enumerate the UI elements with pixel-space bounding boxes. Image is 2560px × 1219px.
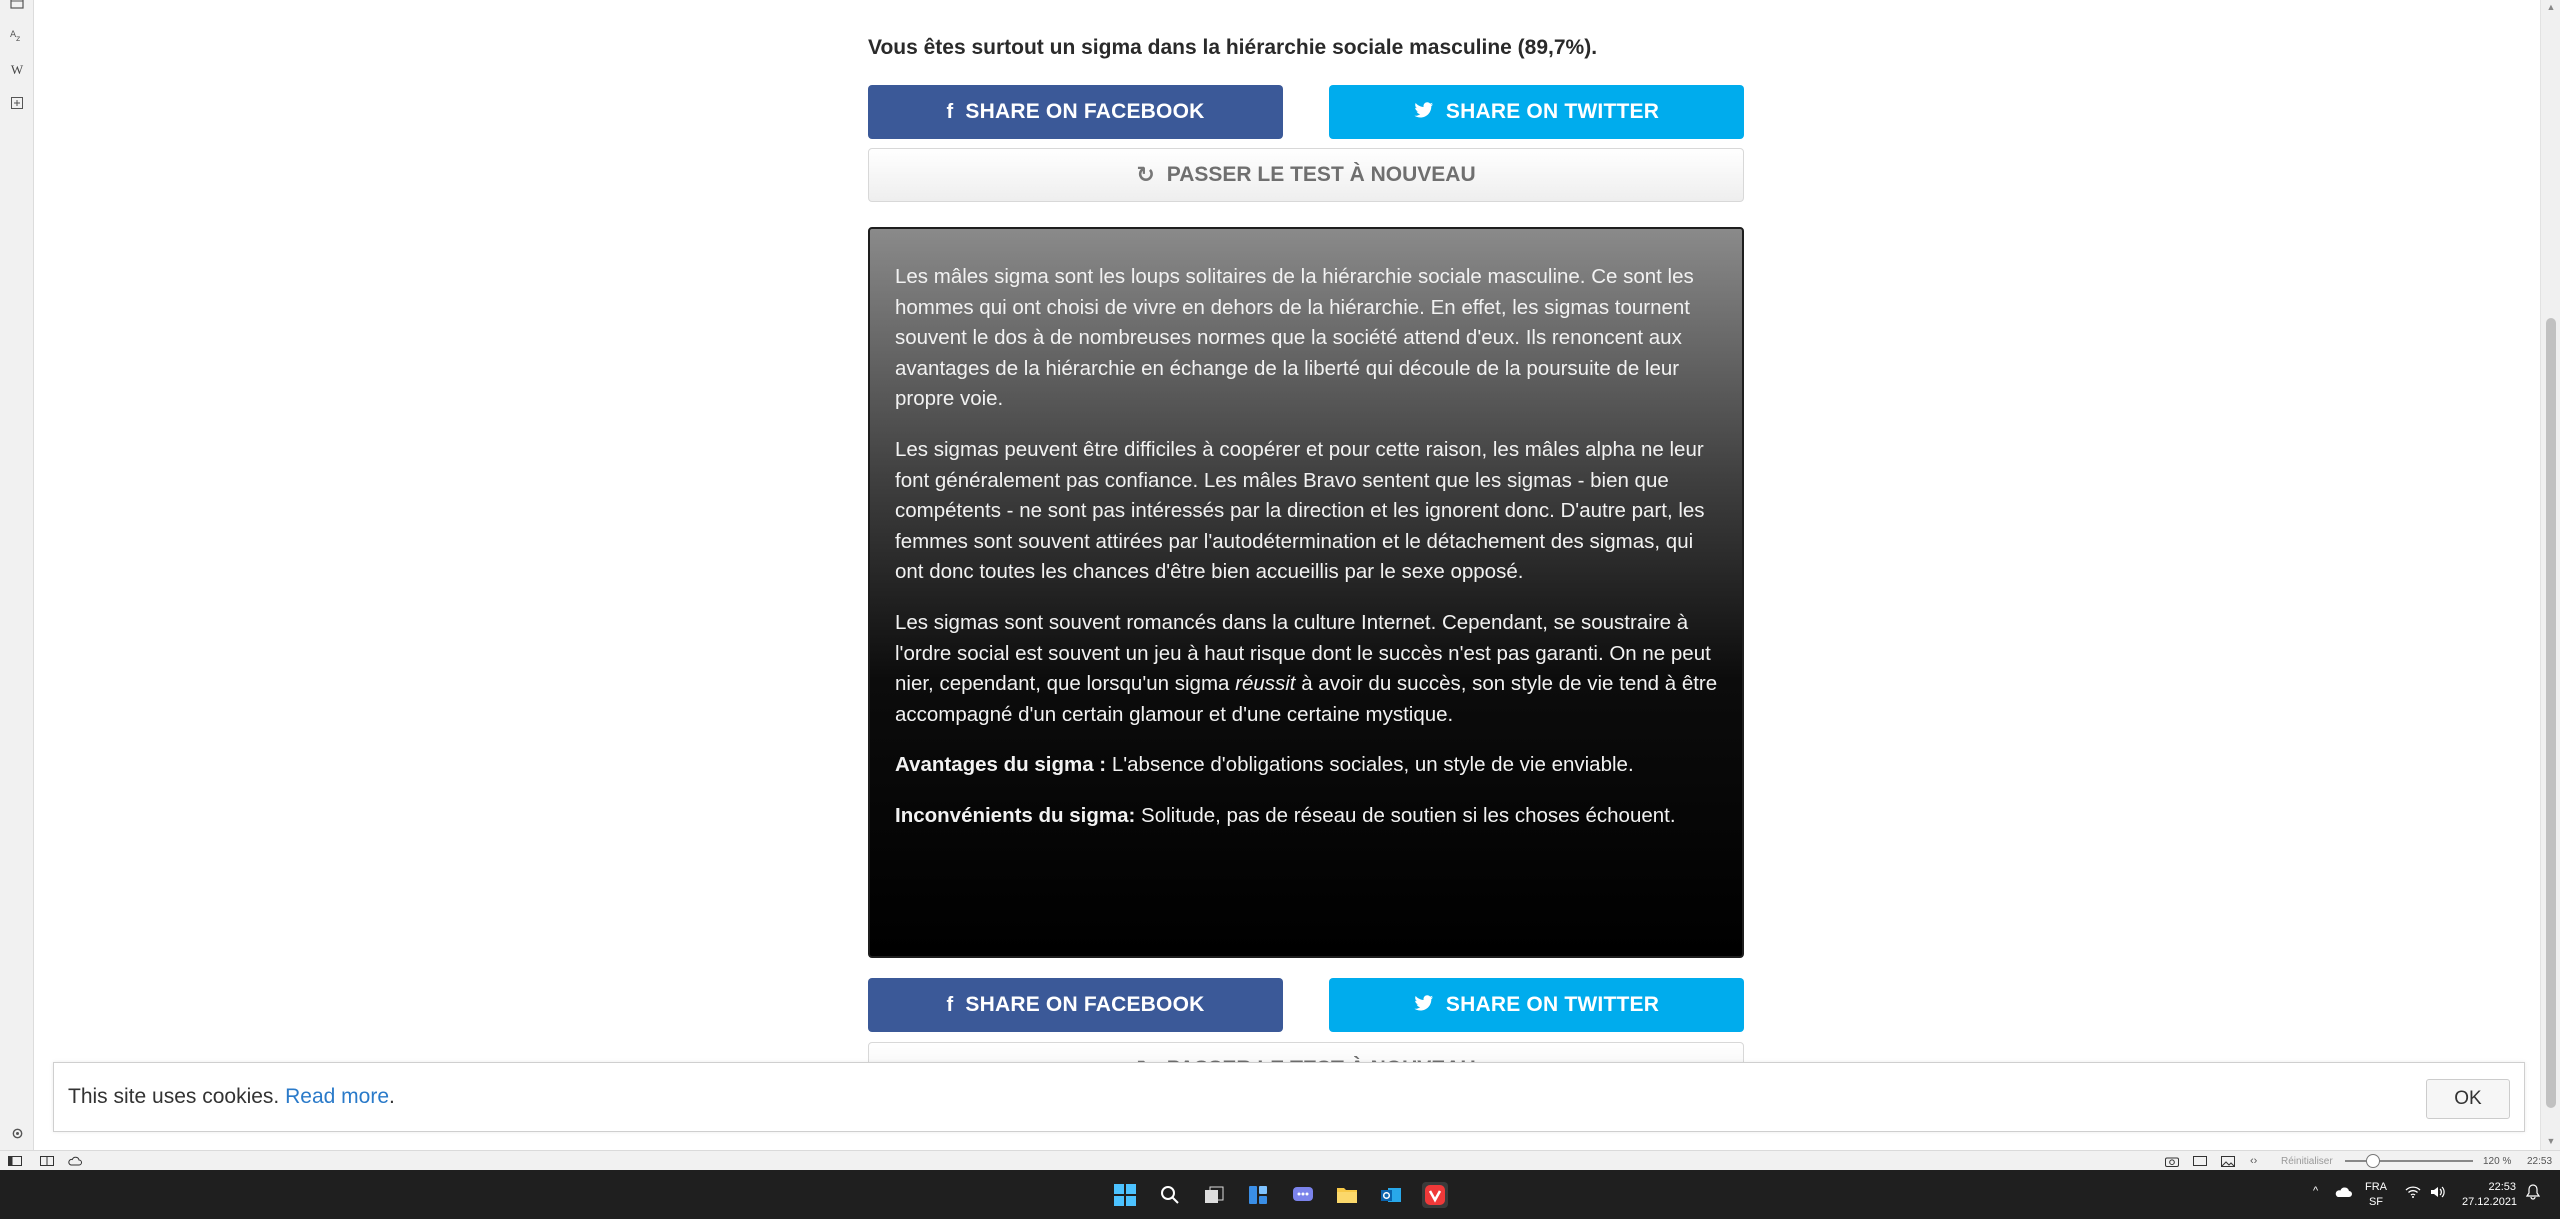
clock-time: 22:53	[2488, 1181, 2516, 1193]
retake-label: PASSER LE TEST À NOUVEAU	[1166, 163, 1476, 186]
share-twitter-button[interactable]	[1329, 85, 1744, 139]
scrollbar-thumb[interactable]	[2546, 318, 2556, 1108]
clock-date: 27.12.2021	[2462, 1196, 2518, 1208]
share-twitter-label: SHARE ON TWITTER	[1445, 993, 1660, 1016]
windows-start-icon[interactable]	[1112, 1182, 1138, 1208]
wifi-icon[interactable]	[2405, 1186, 2421, 1203]
web-page	[35, 0, 2539, 1150]
page-actions-icon[interactable]: ‹›	[2250, 1155, 2258, 1167]
settings-icon[interactable]	[8, 1124, 26, 1142]
advantages	[895, 750, 1718, 781]
file-explorer-icon[interactable]	[1334, 1182, 1360, 1208]
vertical-scrollbar[interactable]	[2540, 0, 2560, 1150]
capture-icon[interactable]	[2165, 1154, 2179, 1168]
notifications-icon[interactable]	[2526, 1184, 2540, 1205]
description-paragraph: Les sigmas peuvent être difficiles à coopérer et pour cette raison, les mâles alpha ne leur font généralement pas confiance. Les mâles Bravo sentent que les sigmas - bien que compétents - ne sont pas intéressés par la direction et les ignorent donc. D'autre part, les femmes sont souvent attirées par l'autodétermination et le détachement des sigmas, qui ont donc toutes les chances d'être bien accueillis par le sexe opposé.	[895, 437, 1705, 584]
images-icon[interactable]	[2221, 1154, 2235, 1168]
onedrive-icon[interactable]	[2334, 1186, 2352, 1203]
share-row-top	[868, 85, 1744, 139]
panel-toggle-icon[interactable]	[8, 1154, 22, 1168]
twitter-icon	[1414, 101, 1434, 124]
disadvantages-text: Solitude, pas de réseau de soutien si les choses échouent.	[1135, 803, 1676, 827]
read-more-link[interactable]: Read more	[285, 1085, 389, 1108]
system-clock[interactable]	[2462, 1180, 2516, 1210]
panel-top-icon[interactable]	[8, 0, 26, 12]
share-facebook-label: SHARE ON FACEBOOK	[965, 993, 1205, 1016]
advantages-text: L'absence d'obligations sociales, un style de vie enviable.	[1106, 753, 1634, 777]
volume-icon[interactable]	[2430, 1185, 2446, 1204]
result-summary: Vous êtes surtout un sigma dans la hiérarchie sociale masculine (89,7%).	[868, 36, 1598, 59]
chat-icon[interactable]	[1290, 1182, 1316, 1208]
outlook-icon[interactable]	[1378, 1182, 1404, 1208]
tiling-icon[interactable]	[2193, 1154, 2207, 1168]
zoom-slider[interactable]	[2345, 1160, 2473, 1162]
zoom-reset-button[interactable]: Réinitialiser	[2281, 1155, 2333, 1167]
tab-tiling-icon[interactable]	[40, 1154, 54, 1168]
add-panel-icon[interactable]	[8, 94, 26, 112]
share-row-bottom	[868, 978, 1744, 1032]
share-twitter-label: SHARE ON TWITTER	[1445, 100, 1660, 123]
result-description	[868, 227, 1744, 958]
widgets-icon[interactable]	[1245, 1182, 1271, 1208]
translate-icon[interactable]	[8, 26, 26, 44]
sync-cloud-icon[interactable]	[68, 1154, 82, 1168]
cookie-banner	[53, 1062, 2525, 1132]
status-clock: 22:53	[2527, 1155, 2553, 1167]
cookie-ok-button[interactable]: OK	[2426, 1079, 2510, 1119]
disadvantages-label: Inconvénients du sigma:	[895, 803, 1136, 827]
svg-text:z: z	[16, 34, 21, 42]
wikipedia-icon[interactable]	[8, 61, 26, 79]
twitter-icon	[1414, 994, 1434, 1017]
windows-taskbar	[0, 1170, 2560, 1219]
facebook-icon: f	[946, 993, 954, 1016]
browser-status-bar	[0, 1150, 2560, 1170]
browser-side-panel	[0, 0, 34, 1150]
disadvantages	[895, 801, 1718, 832]
vivaldi-icon[interactable]	[1422, 1182, 1448, 1208]
zoom-level: 120 %	[2483, 1155, 2512, 1167]
share-twitter-button[interactable]	[1329, 978, 1744, 1032]
refresh-icon: ↻	[1136, 162, 1155, 187]
facebook-icon: f	[946, 100, 954, 123]
task-view-icon[interactable]	[1201, 1182, 1227, 1208]
advantages-label: Avantages du sigma :	[895, 753, 1107, 777]
description-paragraph: Les mâles sigma sont les loups solitaires de la hiérarchie sociale masculine. Ce sont les hommes qui ont choisi de vivre en dehors de la hiérarchie. En effet, les sigmas tournent souvent le dos à de nombreuses normes que la société attend d'eux. Ils renoncent aux avantages de la hiérarchie en échange de la liberté qui découle de la poursuite de leur propre voie.	[895, 265, 1694, 411]
wikipedia-glyph: W	[10, 62, 24, 77]
cookie-message: This site uses cookies. Read more.	[68, 1085, 395, 1108]
share-facebook-label: SHARE ON FACEBOOK	[965, 100, 1205, 123]
share-facebook-button[interactable]	[868, 85, 1283, 139]
emphasis-text: réussit	[1235, 672, 1296, 696]
search-icon[interactable]	[1157, 1182, 1183, 1208]
description-paragraph: Les sigmas sont souvent romancés dans la culture Internet. Cependant, se soustraire à l'ordre social est souvent un jeu à haut risque dont le succès n'est pas garanti. On ne peut nier, cependant, que lorsqu'un sigma réussit à avoir du succès, son style de vie tend à être accompagné d'un certain glamour et d'une certaine mystique.	[895, 610, 1718, 726]
scroll-up-icon[interactable]: ▲	[2546, 2, 2556, 12]
retake-test-button[interactable]	[868, 148, 1744, 202]
scroll-down-icon[interactable]: ▼	[2546, 1136, 2556, 1146]
share-facebook-button[interactable]	[868, 978, 1283, 1032]
zoom-slider-knob[interactable]	[2366, 1154, 2380, 1168]
language-indicator[interactable]: FRA SF	[2365, 1181, 2387, 1208]
show-hidden-icons[interactable]: ^	[2313, 1185, 2319, 1197]
svg-text:A: A	[10, 30, 17, 40]
